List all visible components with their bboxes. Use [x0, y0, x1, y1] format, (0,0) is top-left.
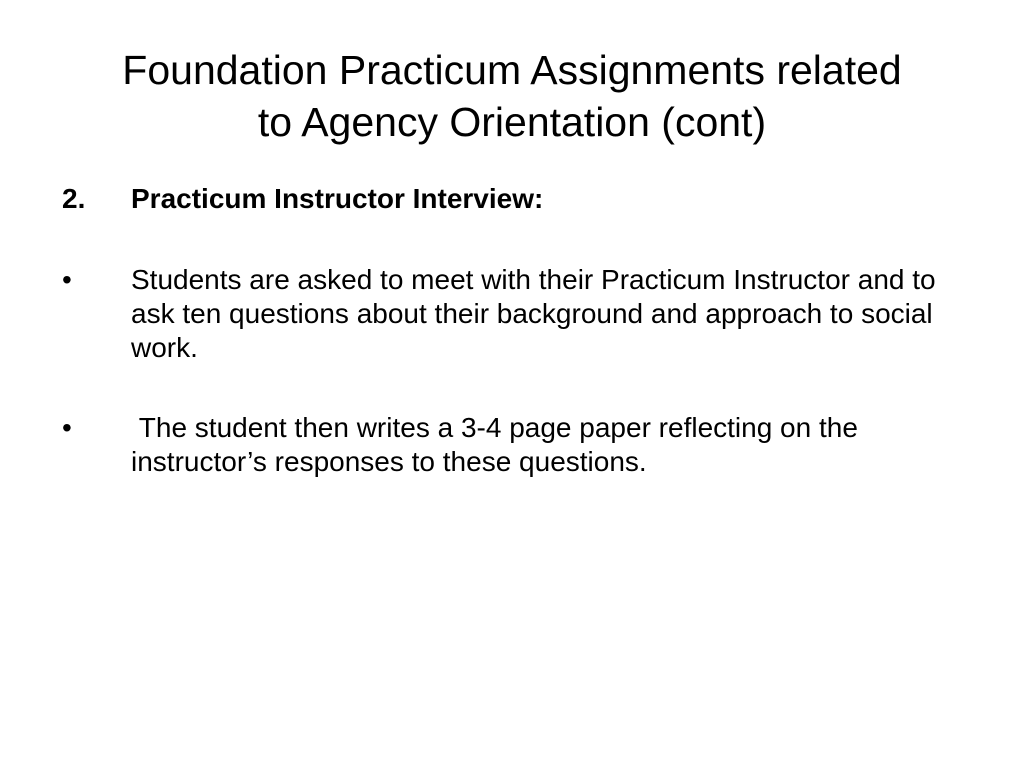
slide-title-line-2: to Agency Orientation (cont)	[257, 99, 767, 145]
bullet-icon: •	[62, 412, 72, 443]
bullet-icon: •	[62, 264, 72, 295]
slide-title-line-1: Foundation Practicum Assignments related	[122, 47, 902, 93]
bullet-item-write-paper	[62, 411, 982, 479]
heading-text: Practicum Instructor Interview:	[131, 183, 544, 214]
numbered-heading	[62, 182, 982, 216]
bullet-text: Students are asked to meet with their Practicum Instructor and to ask ten questions about their background and approach to social work.	[131, 264, 944, 363]
bullet-item-meet-instructor	[62, 263, 982, 365]
list-number: 2.	[62, 183, 86, 214]
slide-title	[40, 44, 984, 148]
bullet-text: The student then writes a 3-4 page paper reflecting on the instructor’s responses to these questions.	[131, 412, 866, 477]
